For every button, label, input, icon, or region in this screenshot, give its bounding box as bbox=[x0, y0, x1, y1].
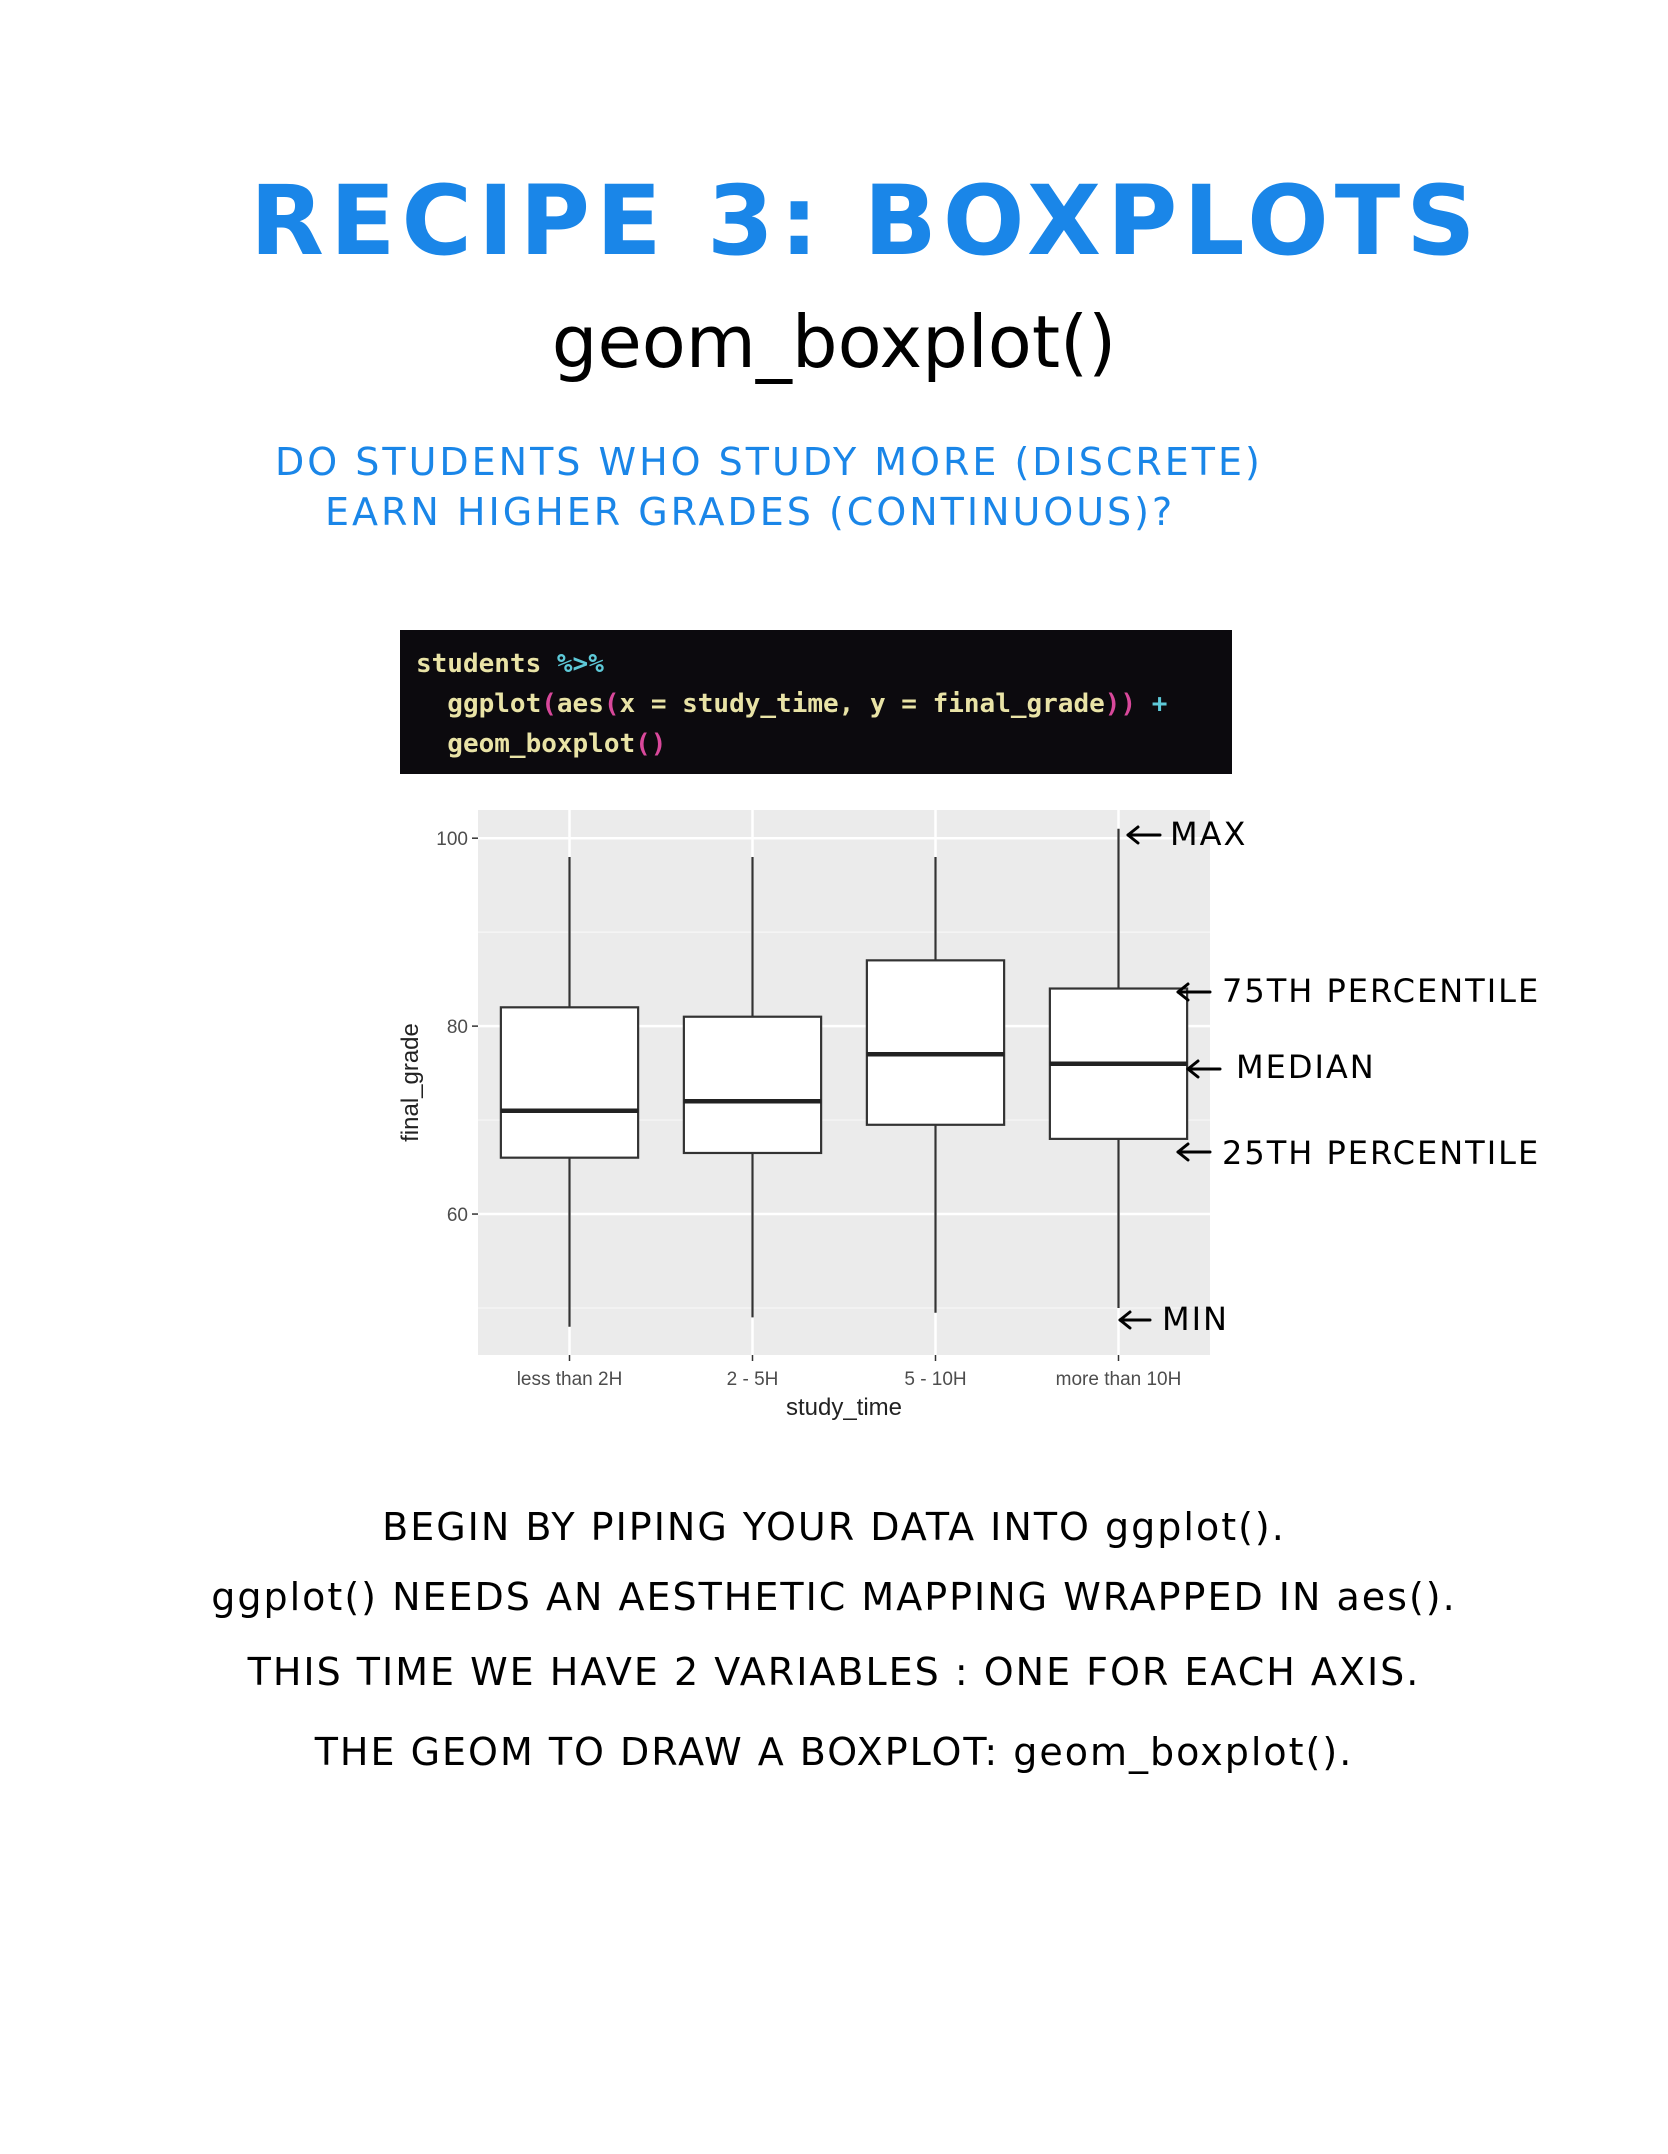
y-tick-label: 80 bbox=[446, 1017, 468, 1039]
box-iqr bbox=[867, 960, 1004, 1124]
x-axis-title: study_time bbox=[785, 1394, 903, 1421]
annotation-75th-percentile: 75TH PERCENTILE bbox=[1222, 972, 1541, 1010]
y-tick-label: 100 bbox=[436, 829, 468, 851]
annotation-25th-percentile: 25TH PERCENTILE bbox=[1222, 1134, 1541, 1172]
page-title: RECIPE 3: BOXPLOTS bbox=[250, 165, 1482, 277]
code-object: students bbox=[416, 649, 542, 679]
code-block bbox=[400, 630, 1232, 774]
code-paren: () bbox=[635, 729, 667, 759]
question-line-2: EARN HIGHER GRADES (CONTINUOUS)? bbox=[325, 490, 1176, 534]
code-line-3 bbox=[416, 724, 1216, 764]
code-pipe-operator: %>% bbox=[541, 649, 604, 679]
annotation-min: MIN bbox=[1162, 1300, 1229, 1338]
code-paren: ( bbox=[541, 689, 557, 719]
instruction-line-4: THE GEOM TO DRAW A BOXPLOT: geom_boxplot(). bbox=[314, 1730, 1354, 1774]
box-iqr bbox=[684, 1017, 821, 1153]
instruction-line-2: ggplot() NEEDS AN AESTHETIC MAPPING WRAPPED IN aes(). bbox=[211, 1575, 1457, 1619]
y-axis-title: final_grade bbox=[397, 1023, 424, 1142]
code-ggplot-fn: ggplot bbox=[416, 689, 542, 719]
x-tick-label: 5 - 10H bbox=[904, 1369, 967, 1390]
x-tick-label: less than 2H bbox=[516, 1369, 623, 1390]
code-paren: ( bbox=[603, 689, 620, 719]
code-plus-operator: + bbox=[1136, 689, 1168, 719]
annotation-median: MEDIAN bbox=[1236, 1048, 1376, 1086]
x-tick-label: 2 - 5H bbox=[726, 1369, 779, 1390]
code-line-2 bbox=[416, 684, 1216, 724]
instruction-line-1: BEGIN BY PIPING YOUR DATA INTO ggplot(). bbox=[382, 1505, 1286, 1549]
x-tick-label: more than 10H bbox=[1055, 1369, 1182, 1390]
question-line-1: DO STUDENTS WHO STUDY MORE (DISCRETE) bbox=[275, 440, 1263, 484]
code-aes-fn: aes bbox=[556, 689, 604, 719]
code-geom-fn: geom_boxplot bbox=[416, 729, 636, 759]
page-subtitle: geom_boxplot() bbox=[551, 300, 1117, 384]
code-line-1 bbox=[416, 644, 1216, 684]
code-paren: )) bbox=[1104, 689, 1137, 719]
code-aes-body: x = study_time, y = final_grade bbox=[619, 689, 1105, 719]
instruction-line-3: THIS TIME WE HAVE 2 VARIABLES : ONE FOR EACH AXIS. bbox=[247, 1650, 1421, 1694]
y-tick-label: 60 bbox=[446, 1205, 468, 1227]
box-iqr bbox=[501, 1007, 638, 1157]
boxplot-chart bbox=[380, 800, 1220, 1440]
annotation-max: MAX bbox=[1170, 815, 1248, 853]
